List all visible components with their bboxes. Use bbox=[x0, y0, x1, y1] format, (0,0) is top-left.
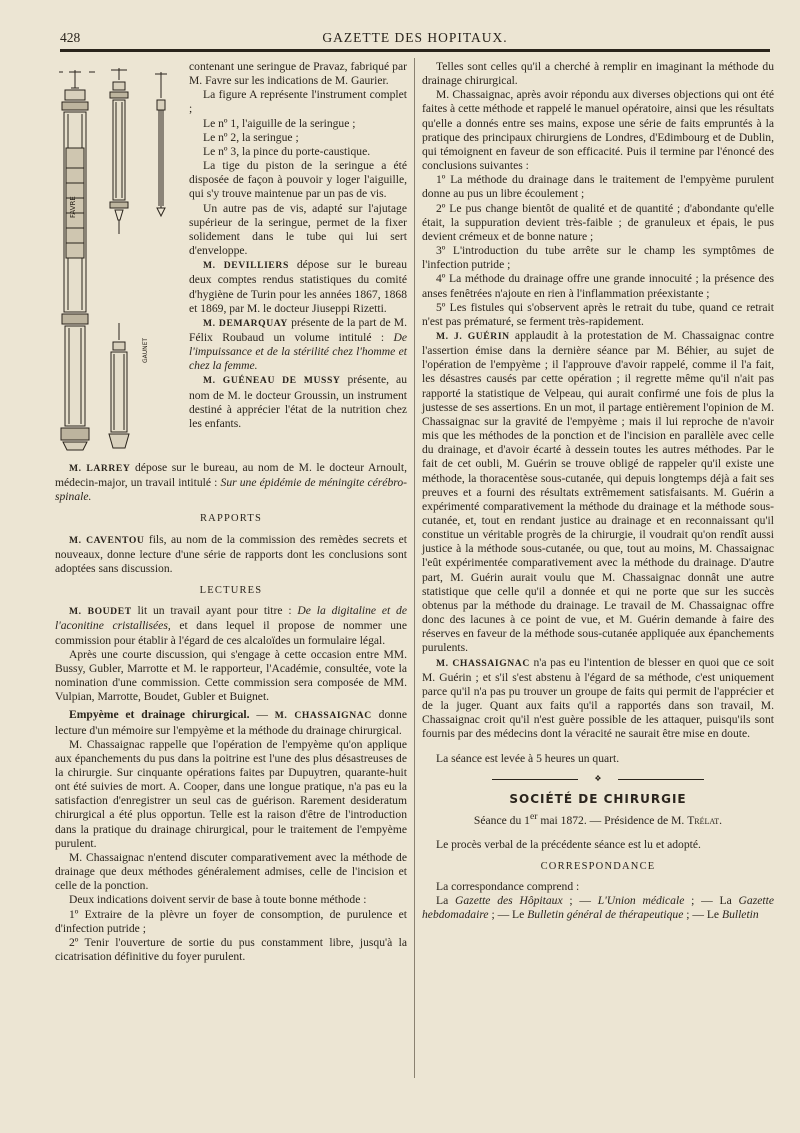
section-heading-lectures: LECTURES bbox=[199, 585, 263, 597]
paragraph: Empyème et drainage chirurgical. — M. CHASSAIGNAC donne lecture d'un mémoire sur l'empyème et la méthode du drainage chirurgical. bbox=[55, 708, 407, 737]
paragraph: M. GUÉNEAU DE MUSSY présente, au nom de M. le docteur Groussin, un instrument destiné à apprécier l'état de la nutrition chez les enfants. bbox=[189, 373, 408, 430]
paragraph: Après une courte discussion, qui s'engage à cette occasion entre MM. Bussy, Gubler, Marrotte et M. le rapporteur, l'Académie, consultée, vote la nomination d'une commission. Cette commission sera composée de MM. Vulpian, Marrotte, Boudet, Gubler et Buignet. bbox=[55, 647, 407, 704]
right-column bbox=[422, 60, 774, 923]
header-rule bbox=[60, 49, 770, 52]
speaker-name: M. BOUDET bbox=[69, 606, 132, 618]
work-title: De la digitaline et de l'aconitine cristallisées, bbox=[55, 604, 407, 633]
work-title: Sur une épidémie de méningite cérébro-spinale. bbox=[55, 476, 407, 504]
paragraph: La figure A représente l'instrument complet ; bbox=[189, 88, 407, 116]
paragraph: M. BOUDET lit un travail ayant pour titre : De la digitaline et de l'aconitine cristallisées, et dans lequel il propose de nommer une commission pour établir à l'égard de ces alcaloïdes un formulaire légal. bbox=[55, 604, 407, 647]
syringe-figure bbox=[53, 58, 181, 461]
column-divider bbox=[414, 58, 415, 1078]
speaker-name: M. CHASSAIGNAC bbox=[436, 657, 530, 669]
president-name: Trélat. bbox=[687, 813, 723, 827]
paragraph: Le procès verbal de la précédente séance est lu et adopté. bbox=[436, 837, 701, 851]
paragraph: M. DEMARQUAY présente de la part de M. Félix Roubaud un volume intitulé : De l'impuissance et de la stérilité chez l'homme et chez la femme. bbox=[189, 315, 407, 373]
journal-title: GAZETTE DES HOPITAUX. bbox=[322, 30, 508, 45]
speaker-name: M. DEVILLIERS bbox=[203, 260, 289, 272]
syringe-illustration bbox=[53, 58, 181, 461]
paragraph: Le nº 3, la pince du porte-caustique. bbox=[203, 144, 371, 158]
paragraph: La séance est levée à 5 heures un quart. bbox=[436, 751, 620, 765]
paragraph: M. J. GUÉRIN applaudit à la protestation de M. Chassaignac contre l'assertion émise dans la dernière séance par M. Béhier, au sujet de l'opération de l'empyème ; il l'approuve d'avoir rappelé, comme il l'a fait, les désastres causés par cette opération ; il regrette même qu'il n'ait pas rapporté la statistique de Velpeau, qui aurait confirmé une fois de plus la justesse de ses assertions. En un mot, il partage entièrement l'opinion de M. Chassaignac sur la gravité de l'empyème ; mais il lui reproche de n'avoir mis que les méthodes de la ponction et de l'incision en parallèle avec celle du drainage, et d'avoir écarté à dessein toutes les autres méthodes. Par le fait de cet oubli, M. Guérin se trouve obligé de rappeler qu'il existe une méthode, la thoracentèse sous-cutanée, qui depuis longtemps déjà a fait ses preuves et a fourni des résultats extrêmement satisfaisants. M. Guérin a expérimenté comparativement la méthode du drainage et la méthode sous-cutanée, et, tout en rendant justice au drainage et en reconnaissant qu'il constitue un véritable progrès de la chirurgie, il voudrait qu'on rendît aussi justice à la méthode sous-cutanée, ou que, tout au moins, M. Chassaignac l'eût expérimentée comparativement avec la méthode du drainage. D'autre part, M. Guérin aurait voulu que M. Chassaignac donnât une autre statistique que celle qu'il a donnée et qui ne porte que sur les succès obtenus par la méthode du drainage. Le travail de M. Chassaignac offre donc des lacunes à ce point de vue, et M. Guérin demande à faire des réserves en faveur de la méthode sous-cutanée appliquée aux épanchements purulents. bbox=[422, 328, 775, 655]
speaker-name: M. CAVENTOU bbox=[69, 534, 145, 546]
figure-label-favre: FAVRE bbox=[69, 196, 77, 218]
paragraph: M. Chassaignac, après avoir répondu aux diverses objections qui ont été faites à cette méthode et rappelé le manuel opératoire, ainsi que les résultats qu'elle a donnés entre ses mains, expose une série de faits empruntés à la pratique des principaux chirurgiens de Londres, d'Edimbourg et de Dublin, qui témoignent en faveur de son efficacité. Puis il termine par l'énoncé des conclusions suivantes : bbox=[422, 88, 774, 173]
paragraph: 1º La méthode du drainage dans le traitement de l'empyème purulent donne au pus un libre écoulement ; bbox=[422, 173, 774, 201]
speaker-name: M. DEMARQUAY bbox=[203, 317, 288, 329]
paragraph: M. CHASSAIGNAC n'a pas eu l'intention de blesser en quoi que ce soit M. Guérin ; et s'il s'est abstenu à l'égard de sa méthode, c'est uniquement parce qu'il n'a pas pu trouver un groupe de faits qui permit de l'apprécier et de la juger. Quant aux faits qu'il a rapportés dans son travail, M. Chassaignac croit qu'il n'est guère possible de les attaquer, puisqu'ils sont fournis par des médecins dont la véracité ne saurait être mise en doute. bbox=[422, 655, 774, 741]
paragraph: 4º La méthode du drainage offre une grande innocuité ; la présence des anses fenêtrées n'ajoute en rien à l'inflammation préexistante ; bbox=[422, 272, 774, 300]
paragraph: Le nº 2, la seringue ; bbox=[203, 130, 299, 144]
page-number: 428 bbox=[60, 30, 81, 45]
paragraph: M. DEVILLIERS dépose sur le bureau deux comptes rendus statistiques du comité d'hygiène de Turin pour les années 1867, 1868 et 1869, par M. le docteur Jiuseppi Rizetti. bbox=[189, 258, 407, 315]
left-column bbox=[55, 60, 407, 964]
paragraph: Un autre pas de vis, adapté sur l'ajutage supérieur de la seringue, permet de la fixer solidement dans le tube qui lui sert d'enveloppe. bbox=[189, 201, 407, 258]
paragraph: Deux indications doivent servir de base à toute bonne méthode : bbox=[69, 893, 367, 907]
paragraph: M. Chassaignac rappelle que l'opération de l'empyème qu'on applique aux épanchements du pus dans la poitrine est l'une des plus désastreuses de la chirurgie. Sur cinquante opérations faites par Dupuytren, quarante-huit ont été suivies de mort. A. Cooper, dans une longue pratique, n'a pas eu la satisfaction d'enregistrer un seul cas de guérison. Rarement desideratum chirurgical a été plus opportun. Telle est la raison d'être de l'introduction dans la pratique du drainage chirurgical, pour le traitement de l'empyème purulent. bbox=[55, 737, 407, 850]
paragraph: contenant une seringue de Pravaz, fabriqué par M. Favre sur les indications de M. Gaurier. bbox=[189, 60, 407, 88]
paragraph: 5º Les fistules qui s'observent après le retrait du tube, quand ce retrait n'est pas prématuré, se ferment très-rapidement. bbox=[422, 300, 774, 328]
speaker-name: M. J. GUÉRIN bbox=[436, 330, 510, 342]
paragraph: 3º L'introduction du tube arrête sur le champ les symptômes de l'infection putride ; bbox=[422, 244, 774, 272]
session-line: Séance du 1er mai 1872. — Présidence de M. Trélat. bbox=[473, 810, 723, 827]
paragraph: La tige du piston de la seringue a été disposée de façon à pouvoir y loger l'aiguille, qui s'y trouve maintenue par un pas de vis. bbox=[189, 159, 407, 201]
paragraph: M. Chassaignac n'entend discuter comparativement avec la méthode de drainage que deux méthodes généralement admises, celle de l'incision et celle de la ponction. bbox=[55, 850, 407, 893]
speaker-name: M. LARREY bbox=[69, 463, 131, 474]
figure-label-gaunet: GAUNET bbox=[142, 337, 149, 363]
page-header bbox=[60, 28, 770, 48]
paragraph: M. LARREY dépose sur le bureau, au nom de M. le docteur Arnoult, médecin-major, un travail intitulé : Sur une épidémie de méningite cérébro-spinale. bbox=[55, 461, 408, 504]
paragraph: 1º Extraire de la plèvre un foyer de consomption, de purulence et d'infection putride ; bbox=[55, 907, 407, 935]
paragraph: M. CAVENTOU fils, au nom de la commission des remèdes secrets et nouveaux, donne lecture d'une série de rapports dont les conclusions sont adoptées sans discussion. bbox=[55, 532, 408, 575]
paragraph: Telles sont celles qu'il a cherché à remplir en imaginant la méthode du drainage chirurgical. bbox=[422, 60, 774, 88]
paragraph: La correspondance comprend : bbox=[436, 880, 580, 894]
ornamental-separator bbox=[492, 773, 704, 784]
subsection-heading: Empyème et drainage chirurgical. bbox=[69, 708, 250, 722]
society-title: SOCIÉTÉ DE CHIRURGIE bbox=[509, 791, 687, 806]
paragraph: 2º Tenir l'ouverture de sortie du pus constamment libre, jusqu'à la cicatrisation définitive du foyer purulent. bbox=[55, 935, 407, 963]
speaker-name: M. CHASSAIGNAC bbox=[274, 710, 372, 722]
section-heading-correspondance: CORRESPONDANCE bbox=[540, 860, 656, 872]
work-title: De l'impuissance et de la stérilité chez l'homme et chez la femme. bbox=[189, 330, 407, 373]
section-heading-rapports: RAPPORTS bbox=[199, 513, 263, 525]
paragraph: La Gazette des Hôpitaux ; — L'Union médicale ; — La Gazette hebdomadaire ; — Le Bulletin général de thérapeutique ; — Le Bulletin bbox=[422, 894, 774, 922]
speaker-name: M. GUÉNEAU DE MUSSY bbox=[203, 375, 341, 387]
paragraph: 2º Le pus change bientôt de qualité et de quantité ; d'abondante qu'elle était, la suppuration devient très-faible ; de granuleux et épais, le pus devient crémeux et de bonne nature ; bbox=[422, 201, 774, 243]
ornament-icon: ❖ bbox=[578, 774, 618, 784]
paragraph: Le nº 1, l'aiguille de la seringue ; bbox=[203, 116, 356, 130]
